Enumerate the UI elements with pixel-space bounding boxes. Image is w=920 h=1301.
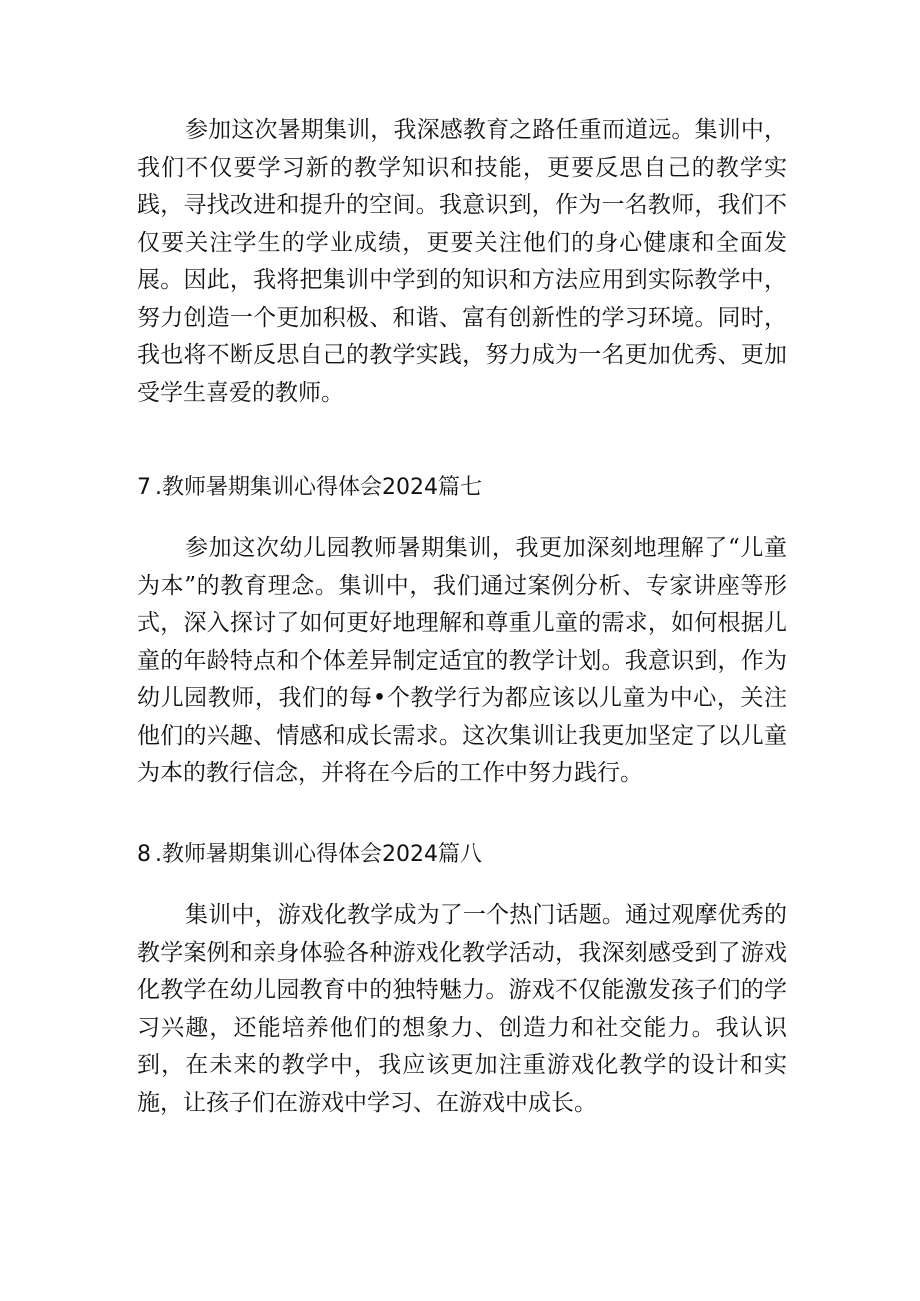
body-paragraph-3: 集训中，游戏化教学成为了一个热门话题。通过观摩优秀的教学案例和亲身体验各种游戏化教学活动，我深刻感受到了游戏化教学在幼儿园教育中的独特魅力。游戏不仅能激发孩子们的学习兴趣，还能培养他们的想象力、创造力和社交能力。我认识到，在未来的教学中，我应该更加注重游戏化教学的设计和实施，让孩子们在游戏中学习、在游戏中成长。 (137, 902, 787, 1116)
section-title: .教师暑期集训心得体会2024篇七 (155, 475, 482, 500)
section-number: 7 (137, 475, 151, 500)
section-heading-8 (137, 840, 787, 870)
section-title: .教师暑期集训心得体会2024篇八 (155, 842, 482, 867)
section-heading-7 (137, 473, 787, 503)
body-paragraph-2: 参加这次幼儿园教师暑期集训，我更加深刻地理解了“儿童为本”的教育理念。集训中，我们通过案例分析、专家讲座等形式，深入探讨了如何更好地理解和尊重儿童的需求，如何根据儿童的年龄特点和个体差异制定适宜的教学计划。我意识到，作为幼儿园教师，我们的每•个教学行为都应该以儿童为中心，关注他们的兴趣、情感和成长需求。这次集训让我更加坚定了以儿童为本的教行信念，并将在今后的工作中努力践行。 (137, 535, 787, 786)
section-number: 8 (137, 842, 151, 867)
body-paragraph-1: 参加这次暑期集训，我深感教育之路任重而道远。集训中，我们不仅要学习新的教学知识和技能，更要反思自己的教学实践，寻找改进和提升的空间。我意识到，作为一名教师，我们不仅要关注学生的学业成绩，更要关注他们的身心健康和全面发展。因此，我将把集训中学到的知识和方法应用到实际教学中，努力创造一个更加积极、和谐、富有创新性的学习环境。同时，我也将不断反思自己的教学实践，努力成为一名更加优秀、更加受学生喜爱的教师。 (137, 117, 787, 406)
